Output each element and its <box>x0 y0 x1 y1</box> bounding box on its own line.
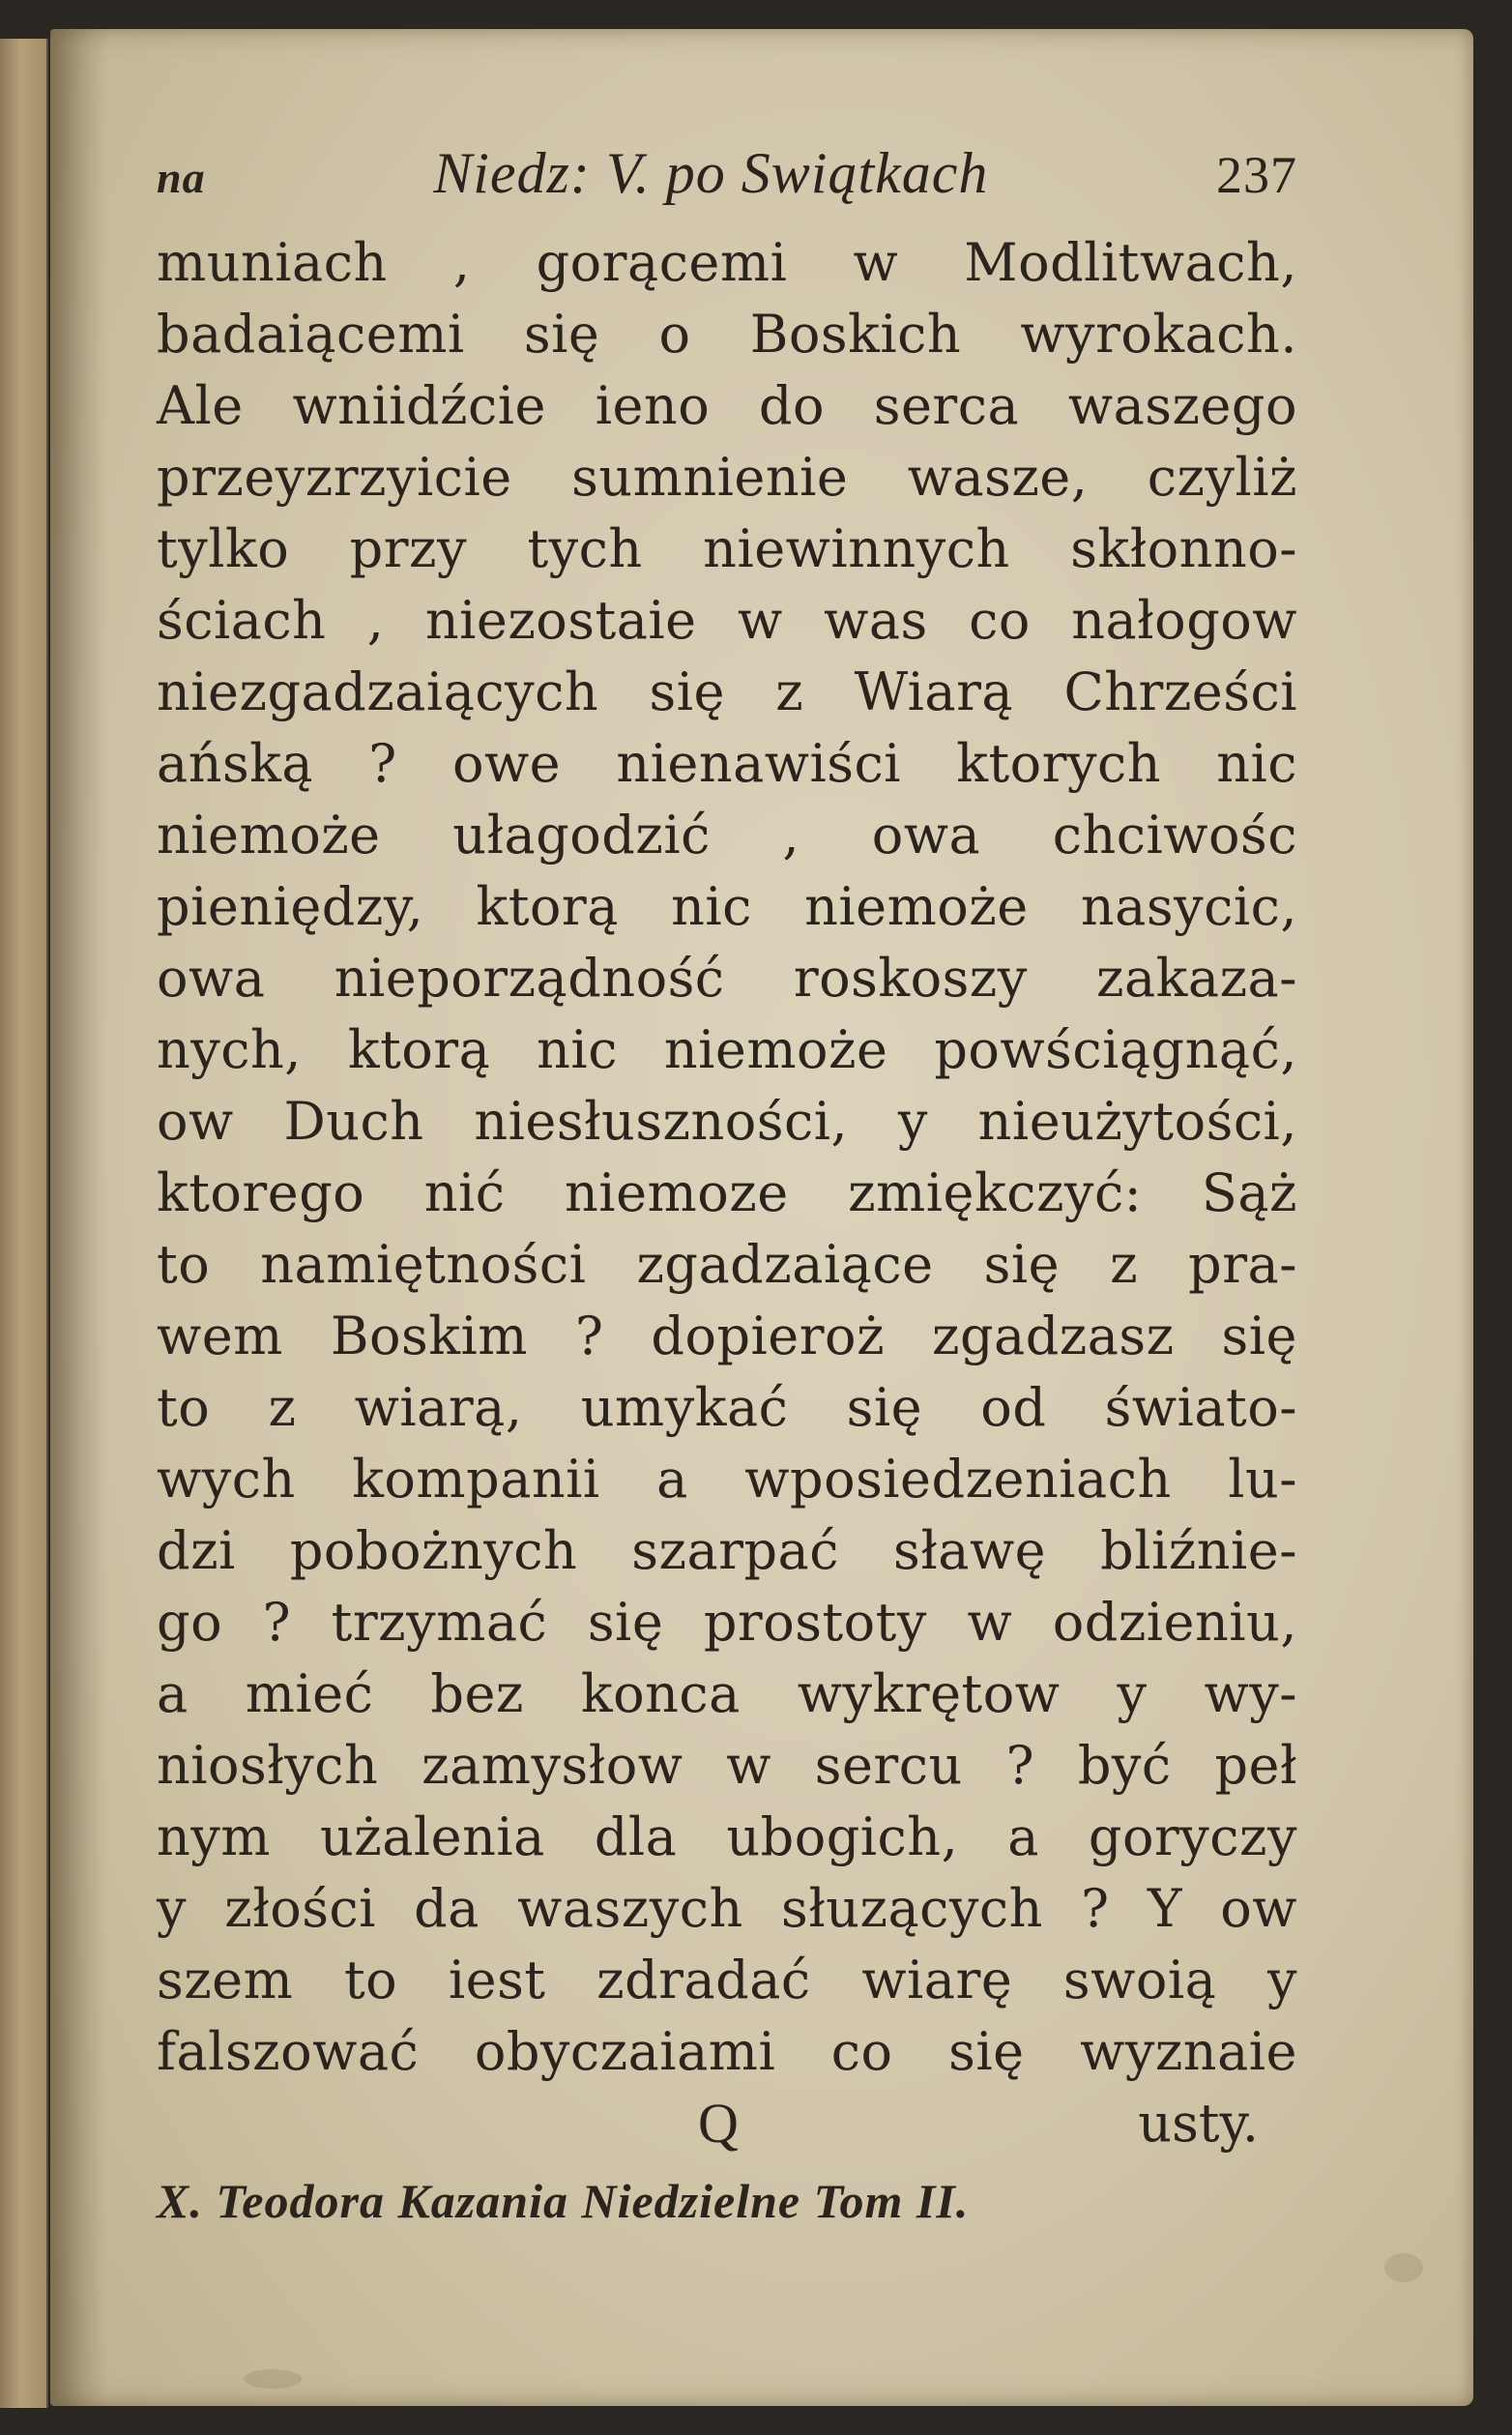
text-line: to z wiarą, umykać się od światо- <box>157 1377 1297 1438</box>
text-line: muniach , gorącemi w Modlitwach, <box>157 232 1297 293</box>
text-line: wem Boskim ? dopieroż zgadzasz się <box>157 1306 1297 1366</box>
catchword: usty. <box>1138 2093 1259 2154</box>
running-header <box>157 140 1297 227</box>
running-title-prefix: na <box>157 153 206 202</box>
paper-stain <box>244 2369 302 2389</box>
text-line: a mieć bez konca wykrętow y wy- <box>157 1663 1297 1724</box>
text-line: dzi pobożnych szarpać sławę bliźnie- <box>157 1520 1297 1581</box>
book-page <box>50 29 1473 2406</box>
text-line: niosłych zamysłow w sercu ? być peł <box>157 1735 1297 1796</box>
text-line: y złości da waszych słuzących ? Y ow <box>157 1878 1297 1939</box>
gutter-shadow <box>50 29 108 2406</box>
text-line: ktorego nić niemoze zmiękczyć: Sąż <box>157 1162 1297 1223</box>
paper-stain <box>1384 2253 1423 2282</box>
signature-row <box>157 2088 1297 2159</box>
left-page-edge <box>0 39 48 2408</box>
text-line: szem to iest zdradać wiarę swoią y <box>157 1950 1297 2010</box>
text-line: Ale wniidźcie ieno do serca waszego <box>157 375 1297 436</box>
text-line: nych, ktorą nic niemoże powściągnąć, <box>157 1019 1297 1080</box>
running-title: Niedz: V. po Swiątkach <box>433 141 989 205</box>
text-line: badaiącemi się o Boskich wyrokach. <box>157 304 1297 365</box>
page-number: 237 <box>1216 146 1297 204</box>
text-block <box>157 140 1297 2235</box>
text-line: to namiętności zgadzaiące się z pra- <box>157 1234 1297 1295</box>
text-line: niezgadzaiących się z Wiarą Chrześci <box>157 661 1297 722</box>
text-line: wych kompanii a wposiedzeniach lu- <box>157 1449 1297 1510</box>
text-line: pieniędzy, ktorą nic niemoże nasycic, <box>157 876 1297 937</box>
body-text <box>157 227 1297 2088</box>
text-line: owa nieporządność roskoszy zakaza- <box>157 948 1297 1009</box>
text-line: ściach , niezostaie w was co nałogow <box>157 590 1297 651</box>
text-line: ow Duch niesłuszności, y nieużytości, <box>157 1091 1297 1152</box>
text-line: tylko przy tych niewinnych skłonno- <box>157 518 1297 579</box>
text-line: przeyzrzyicie sumnienie wasze, czyliż <box>157 447 1297 508</box>
text-line: go ? trzymać się prostoty w odzieniu, <box>157 1592 1297 1653</box>
footer-title: X. Teodora Kazania Niedzielne Tom II. <box>157 2174 970 2228</box>
signature-mark: Q <box>698 2092 739 2155</box>
text-line: nym użalenia dla ubogich, a goryczy <box>157 1806 1297 1867</box>
text-line: falszować obyczaiami co się wyznaie <box>157 2021 1297 2082</box>
text-line: niemoże ułagodzić , owa chciwośc <box>157 805 1297 865</box>
text-line: ańską ? owe nienawiści ktorych nic <box>157 733 1297 794</box>
